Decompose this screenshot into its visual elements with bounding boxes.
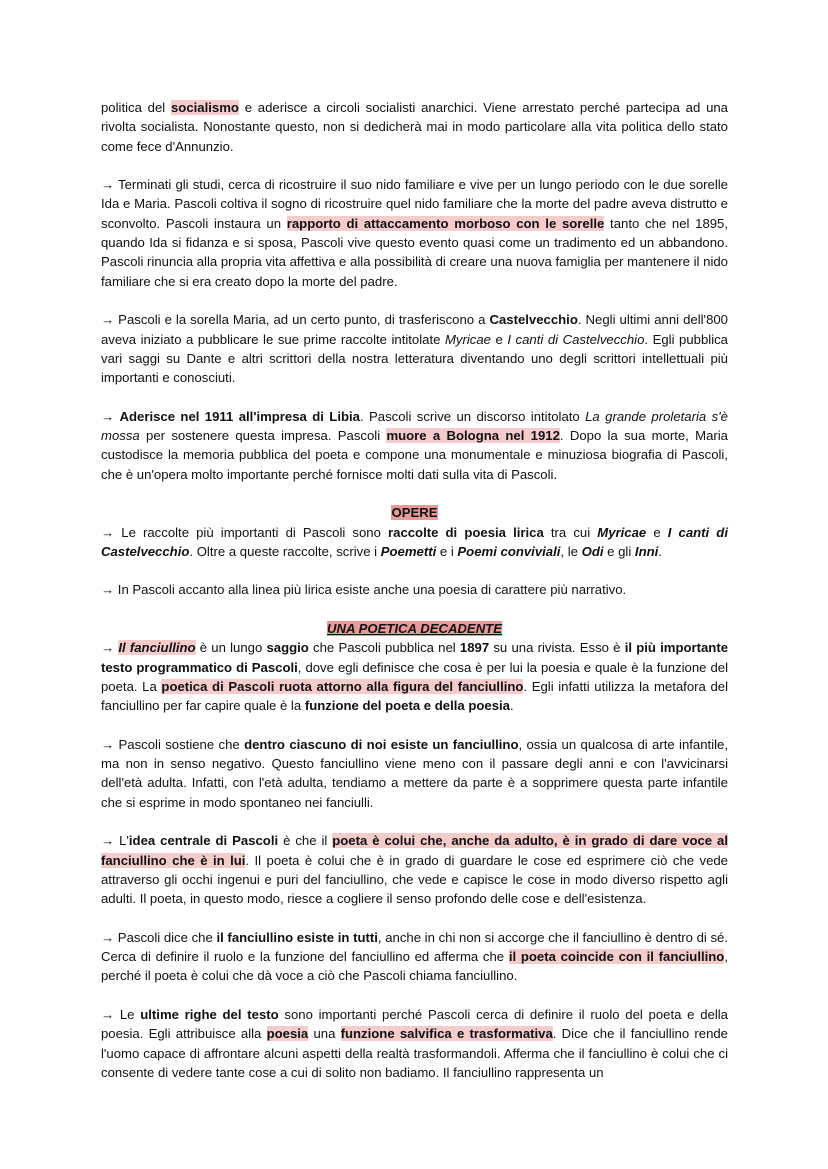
text: e aderisce a circoli socialisti anarchici. Viene arrestato perché partecipa ad una rivolta socialista. Nonostante questo, non si dedicherà mai in modo particolare alla vita politica dello stato come fece d'Annunzio. xyxy=(101,100,728,154)
text: sono importanti perché Pascoli cerca di definire il ruolo del poeta e della poesia. Egli attribuisce alla xyxy=(101,1006,728,1042)
highlight-poeta-coincide: il poeta coincide con il fanciullino xyxy=(508,949,725,965)
title-inni: Inni xyxy=(634,543,659,559)
text: → xyxy=(101,408,120,424)
text: , anche in chi non si accorge che il fanciullino è dentro di sé. Cerca di definire il ruolo e la funzione del fanciullino ed afferma che xyxy=(101,929,728,965)
bold-dentro-ciascuno: dentro ciascuno di noi esiste un fanciullino xyxy=(244,736,519,752)
bold-ultime-righe: ultime righe del testo xyxy=(140,1006,279,1022)
paragraph-narrativo xyxy=(101,580,728,599)
heading-opere-text: OPERE xyxy=(391,505,438,521)
text: e gli xyxy=(603,543,635,559)
paragraph-esiste-in-tutti xyxy=(101,928,728,986)
text: , dove egli definisce che cosa è per lui la poesia e quale è la funzione del poeta. La xyxy=(101,659,728,694)
highlight-muore-bologna: muore a Bologna nel 1912 xyxy=(386,428,560,444)
paragraph-castelvecchio xyxy=(101,310,728,387)
text: è che il xyxy=(278,833,333,849)
text: → Pascoli dice che xyxy=(101,929,217,945)
paragraph-dentro-ciascuno xyxy=(101,735,728,812)
text: che Pascoli pubblica nel xyxy=(308,640,460,656)
bold-libia: Aderisce nel 1911 all'impresa di Libia xyxy=(119,408,360,424)
text: . Egli infatti utilizza la metafora del fanciullino per far capire quale è la xyxy=(101,678,728,714)
paragraph-fanciullino-saggio xyxy=(101,638,728,715)
highlight-socialismo: socialismo xyxy=(171,100,239,115)
text: → xyxy=(101,640,119,656)
text: . Il poeta è colui che è in grado di guardare le cose ed esprimere ciò che vede attraverso gli occhi ingenui e puri del fanciullino, che vede e capisce le cose in modo diverso rispetto agli adulti. Il poeta, in questo modo, riesce a cogliere il senso profondo delle cose e dell'esistenza. xyxy=(101,852,728,907)
paragraph-idea-centrale xyxy=(101,831,728,908)
bold-saggio: saggio xyxy=(266,640,309,656)
text: , perché il poeta è colui che dà voce a ciò che Pascoli chiama fanciullino. xyxy=(101,949,728,984)
text: e xyxy=(490,331,508,347)
paragraph-nido-familiare xyxy=(101,175,728,291)
text: e xyxy=(646,524,668,540)
bold-1897: 1897 xyxy=(459,640,490,656)
highlight-poeta-voce: poeta è colui che, anche da adulto, è in grado di dare voce al fanciullino che è in lui xyxy=(101,833,729,868)
bold-funzione-poeta: funzione del poeta e della poesia xyxy=(304,698,510,714)
title-myricae: Myricae xyxy=(597,524,647,540)
text: tanto che nel 1895, quando Ida si fidanza e si sposa, Pascoli vive questo evento quasi come un tradimento ed un abbandono. Pascoli rinuncia alla propria vita affettiva e alla possibilità di creare una nuova famiglia per mantenere il nido familiare che si era creato dopo la morte del padre. xyxy=(101,215,729,289)
text: → Pascoli e la sorella Maria, ad un certo punto, di trasferiscono a xyxy=(101,312,490,328)
text: . Negli ultimi anni dell'800 aveva iniziato a pubblicare le sue prime raccolte intitolate xyxy=(101,312,728,347)
bold-castelvecchio: Castelvecchio xyxy=(489,312,578,328)
title-canti-castelvecchio: I canti di Castelvecchio xyxy=(101,524,728,559)
text: → In Pascoli accanto alla linea più lirica esiste anche una poesia di carattere più narrativo. xyxy=(101,582,627,598)
text: . xyxy=(510,698,514,714)
title-myricae: Myricae xyxy=(444,331,491,347)
text: è un lungo xyxy=(195,640,267,656)
title-grande-proletaria: La grande proletaria s'è mossa xyxy=(101,408,728,444)
title-odi: Odi xyxy=(581,543,604,559)
highlight-poesia: poesia xyxy=(266,1026,309,1042)
text: . Dopo la sua morte, Maria custodisce la memoria pubblica del poeta e compone una monumentale e minuziosa biografia di Pascoli, che è un'opera molto importante perché fornisce molti dati sulla vita di Pascoli. xyxy=(101,428,728,482)
paragraph-ultime-righe xyxy=(101,1005,728,1082)
text: politica del xyxy=(101,100,171,115)
text: . Oltre a queste raccolte, scrive i xyxy=(189,543,381,559)
paragraph-raccolte xyxy=(101,523,728,562)
text: . xyxy=(658,543,662,559)
paragraph-socialismo xyxy=(101,98,728,156)
text: → Terminati gli studi, cerca di ricostruire il suo nido familiare e vive per un lungo periodo con le due sorelle Ida e Maria. Pascoli coltiva il sogno di ricostruire quel nido familiare che la morte del padre aveva distrutto e sconvolto. Pascoli instaura un xyxy=(101,177,728,231)
text: , ossia un qualcosa di arte infantile, ma non in senso negativo. Questo fanciullino viene meno con il passare degli anni e con l'avvicinarsi dell'età adulta. Infatti, con l'età adulta, tendiamo a mettere da parte è a sopprimere questa parte infantile che si esprime in modo spontaneo nei fanciulli. xyxy=(101,736,728,810)
highlight-poetica-fanciullino: poetica di Pascoli ruota attorno alla figura del fanciullino xyxy=(161,678,524,694)
text: una xyxy=(308,1026,341,1042)
bold-raccolte-lirica: raccolte di poesia lirica xyxy=(388,524,544,540)
text: → Le xyxy=(101,1006,141,1022)
text: → Pascoli sostiene che xyxy=(101,736,245,752)
title-poemi-conviviali: Poemi conviviali xyxy=(457,543,561,559)
text: → L' xyxy=(101,833,129,849)
text: → Le raccolte più importanti di Pascoli sono xyxy=(101,524,389,540)
text: e i xyxy=(436,543,458,559)
text: . Egli pubblica vari saggi su Dante e altri scrittori della nostra letteratura diventando uno degli scrittori intellettuali più importanti e conosciuti. xyxy=(101,331,728,386)
highlight-funzione-salvifica: funzione salvifica e trasformativa xyxy=(340,1026,553,1042)
text: , le xyxy=(560,543,582,559)
text: . Pascoli scrive un discorso intitolato xyxy=(359,408,586,424)
bold-testo-programmatico: il più importante testo programmatico di Pascoli xyxy=(101,640,729,675)
text: . Dice che il fanciullino rende l'uomo capace di affrontare alcuni aspetti della realtà trasformandoli. Afferma che il fanciullino è colui che ci consente di vedere tante cose a cui di solito non badiamo. Il fanciullino rappresenta un xyxy=(101,1026,728,1080)
text: per sostenere questa impresa. Pascoli xyxy=(139,428,387,444)
text: tra cui xyxy=(543,524,598,540)
title-canti-castelvecchio: I canti di Castelvecchio xyxy=(507,331,645,347)
highlight-rapporto-sorelle: rapporto di attaccamento morboso con le sorelle xyxy=(286,215,605,231)
section-heading-poetica-decadente xyxy=(101,619,728,638)
highlight-il-fanciullino: Il fanciullino xyxy=(118,640,196,656)
heading-poetica-text: UNA POETICA DECADENTE xyxy=(327,621,502,637)
section-heading-opere xyxy=(101,503,728,522)
title-poemetti: Poemetti xyxy=(380,543,437,559)
bold-esiste-in-tutti: il fanciullino esiste in tutti xyxy=(216,929,378,945)
bold-idea-centrale: idea centrale di Pascoli xyxy=(128,833,279,849)
text: su una rivista. Esso è xyxy=(489,640,625,656)
paragraph-libia xyxy=(101,407,728,484)
